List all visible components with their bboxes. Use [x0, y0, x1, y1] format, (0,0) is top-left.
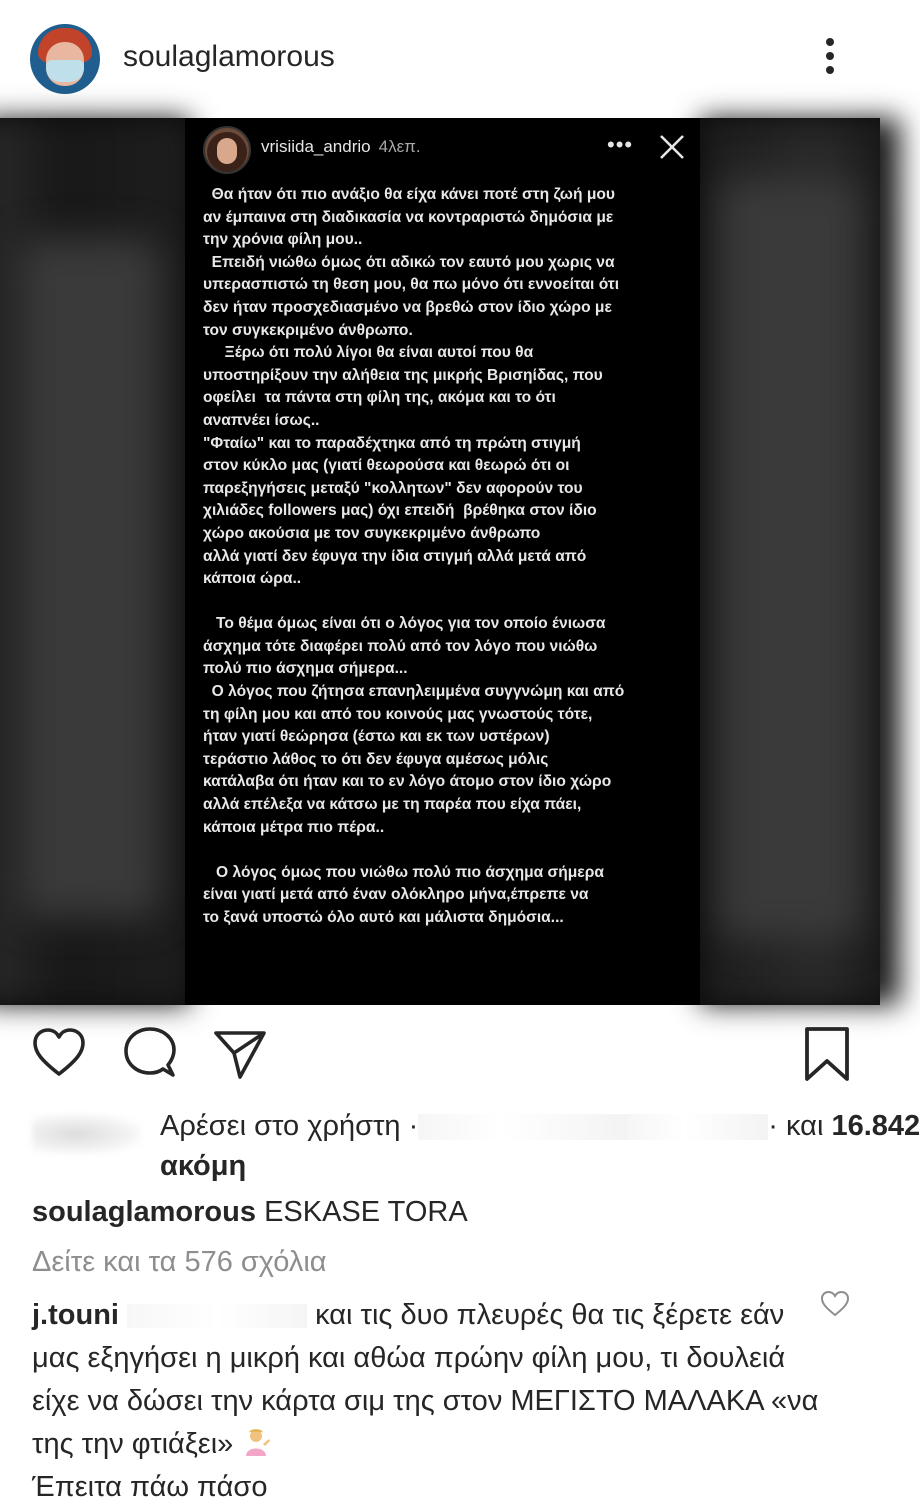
story-text-line: Το θέμα όμως είναι ότι ο λόγος για τον οποίο ένιωσα [203, 615, 606, 633]
story-text-line: αλλά γιατί δεν έφυγα την ίδια στιγμή αλλά μετά από [203, 547, 587, 565]
story-username: vrisiida_andrio 4λεπ. [261, 137, 421, 156]
blur-block [20, 238, 160, 918]
story-text-line [203, 591, 685, 614]
heart-small-icon[interactable] [820, 1290, 850, 1318]
action-bar [0, 1025, 880, 1095]
story-text-line: αναπνέει ίσως.. [203, 411, 320, 429]
caption-text: ESKASE TORA [264, 1196, 468, 1228]
redacted-username [418, 1114, 628, 1140]
story-text [203, 184, 685, 930]
person-shrugging-emoji [241, 1427, 271, 1457]
story-text-line: Επειδή νιώθω όμως ότι αδικώ τον εαυτό μου χωρις να [203, 253, 615, 271]
story-text-line: Ξέρω ότι πολύ λίγοι θα είναι αυτοί που θα [203, 344, 534, 362]
story-screenshot [185, 118, 700, 1005]
story-text-line: κάποια ώρα.. [203, 570, 302, 588]
story-text-line: "Φταίω" και το παραδέχτηκα από τη πρώτη στιγμή [203, 434, 581, 452]
story-text-line: πολύ πιο άσχημα σήμερα... [203, 660, 408, 678]
more-vertical-icon[interactable] [818, 38, 842, 82]
story-time: 4λεπ. [378, 137, 421, 156]
paper-plane-icon[interactable] [212, 1025, 268, 1081]
post-caption [32, 1196, 468, 1229]
post-image[interactable] [0, 118, 880, 1005]
story-text-line: τεράστιο λάθος το ότι δεν έφυγα αμέσως μόλις [203, 750, 549, 768]
redacted-mention [127, 1304, 307, 1328]
likes-more[interactable]: ακόμη [160, 1150, 247, 1182]
story-text-line: παρεξηγήσεις μεταξύ "κολλητων" δεν αφορούν του [203, 479, 583, 497]
story-text-line: αν έμπαινα στη διαδικασία να κοντραριστώ δημόσια με [203, 208, 614, 226]
story-text-line: χιλιάδες followers μας) όχι επειδή βρέθηκα στον ίδιο [203, 502, 597, 520]
story-text-line: τον συγκεκριμένο άνθρωπο. [203, 321, 413, 339]
likes-line: Αρέσει στο χρήστη · · και 16.842 [160, 1110, 920, 1142]
comment [32, 1294, 822, 1509]
story-text-line: Θα ήταν ότι πιο ανάξιο θα είχα κάνει ποτέ στη ζωή μου [203, 186, 615, 203]
story-text-line: είναι γιατί μετά από έναν ολόκληρο μήνα,έπρεπε να [203, 886, 589, 904]
story-text-line: κάποια μέτρα πιο πέρα.. [203, 818, 385, 836]
redacted-username [628, 1114, 768, 1140]
comment-text-end: Έπειτα πάω πάσο [32, 1471, 268, 1503]
story-text-line: στον κύκλο μας (γιατί θεωρούσα και θεωρώ ότι οι [203, 457, 570, 475]
story-text-line: υποστηρίξουν την αλήθεια της μικρής Βρισηίδας, που [203, 366, 603, 384]
view-all-comments-link[interactable]: Δείτε και τα 576 σχόλια [32, 1246, 327, 1278]
story-text-line: αλλά επέλεξα να κάτσω με τη παρέα που είχα πάει, [203, 796, 582, 814]
story-text-line: Ο λόγος που ζήτησα επανηλειμμένα συγγνώμη και από [203, 683, 625, 701]
comment-username[interactable]: j.touni [32, 1299, 119, 1331]
story-text-line: Ο λόγος όμως που νιώθω πολύ πιο άσχημα σήμερα [203, 863, 604, 881]
story-avatar [203, 126, 251, 174]
heart-icon[interactable] [31, 1025, 87, 1081]
post-header [0, 0, 880, 118]
comment-text-rest: ξέρετε εάν μας εξηγήσει η μικρή και αθώα πρώην φίλη μου, τι δουλειά είχε να δώσει την κάρτα σιμ της στον ΜΕΓΙΣΤΟ ΜΑΛΑΚΑ «να της την φτιάξει» [32, 1299, 819, 1460]
story-text-line: υπερασπιστώ τη θεση μου, θα πω μόνο ότι εννοείται ότι [203, 276, 620, 294]
story-text-line: κατάλαβα ότι ήταν και το εν λόγο άτομο στον ίδιο χώρο [203, 773, 612, 791]
comment-bubble-icon[interactable] [122, 1025, 178, 1081]
avatar[interactable] [30, 24, 100, 94]
more-horizontal-icon: ••• [607, 132, 634, 157]
story-text-line: άσχημα τότε διαφέρει πολύ από τον λόγο που νιώθω [203, 637, 598, 655]
liker-avatars [32, 1114, 142, 1154]
story-text-line: χώρο ακούσια με τον συγκεκριμένο άνθρωπο [203, 524, 541, 542]
story-text-line: την χρόνια φίλη μου.. [203, 231, 363, 249]
bookmark-icon[interactable] [802, 1025, 852, 1083]
likes-count: 16.842 [831, 1110, 920, 1142]
story-text-line [203, 839, 685, 862]
caption-username[interactable]: soulaglamorous [32, 1196, 256, 1228]
story-text-line: ήταν γιατί θεώρησα (έστω και εκ των υστέρων) [203, 728, 550, 746]
close-icon [657, 132, 687, 162]
blur-block [720, 178, 860, 938]
comment-text-start: και τις δυο πλευρές θα τις [315, 1299, 645, 1331]
post-username[interactable]: soulaglamorous [123, 40, 335, 73]
story-text-line: τη φίλη μου και από του κοινούς μας γνωστούς τότε, [203, 705, 593, 723]
story-text-line: δεν ήταν προσχεδιασμένο να βρεθώ στον ίδιο χώρο με [203, 298, 612, 316]
story-text-line: οφείλει τα πάντα στη φίλη της, ακόμα και το ότι [203, 389, 556, 407]
story-text-line: το ξανά υποστώ όλο αυτό και μάλιστα δημόσια... [203, 909, 564, 926]
